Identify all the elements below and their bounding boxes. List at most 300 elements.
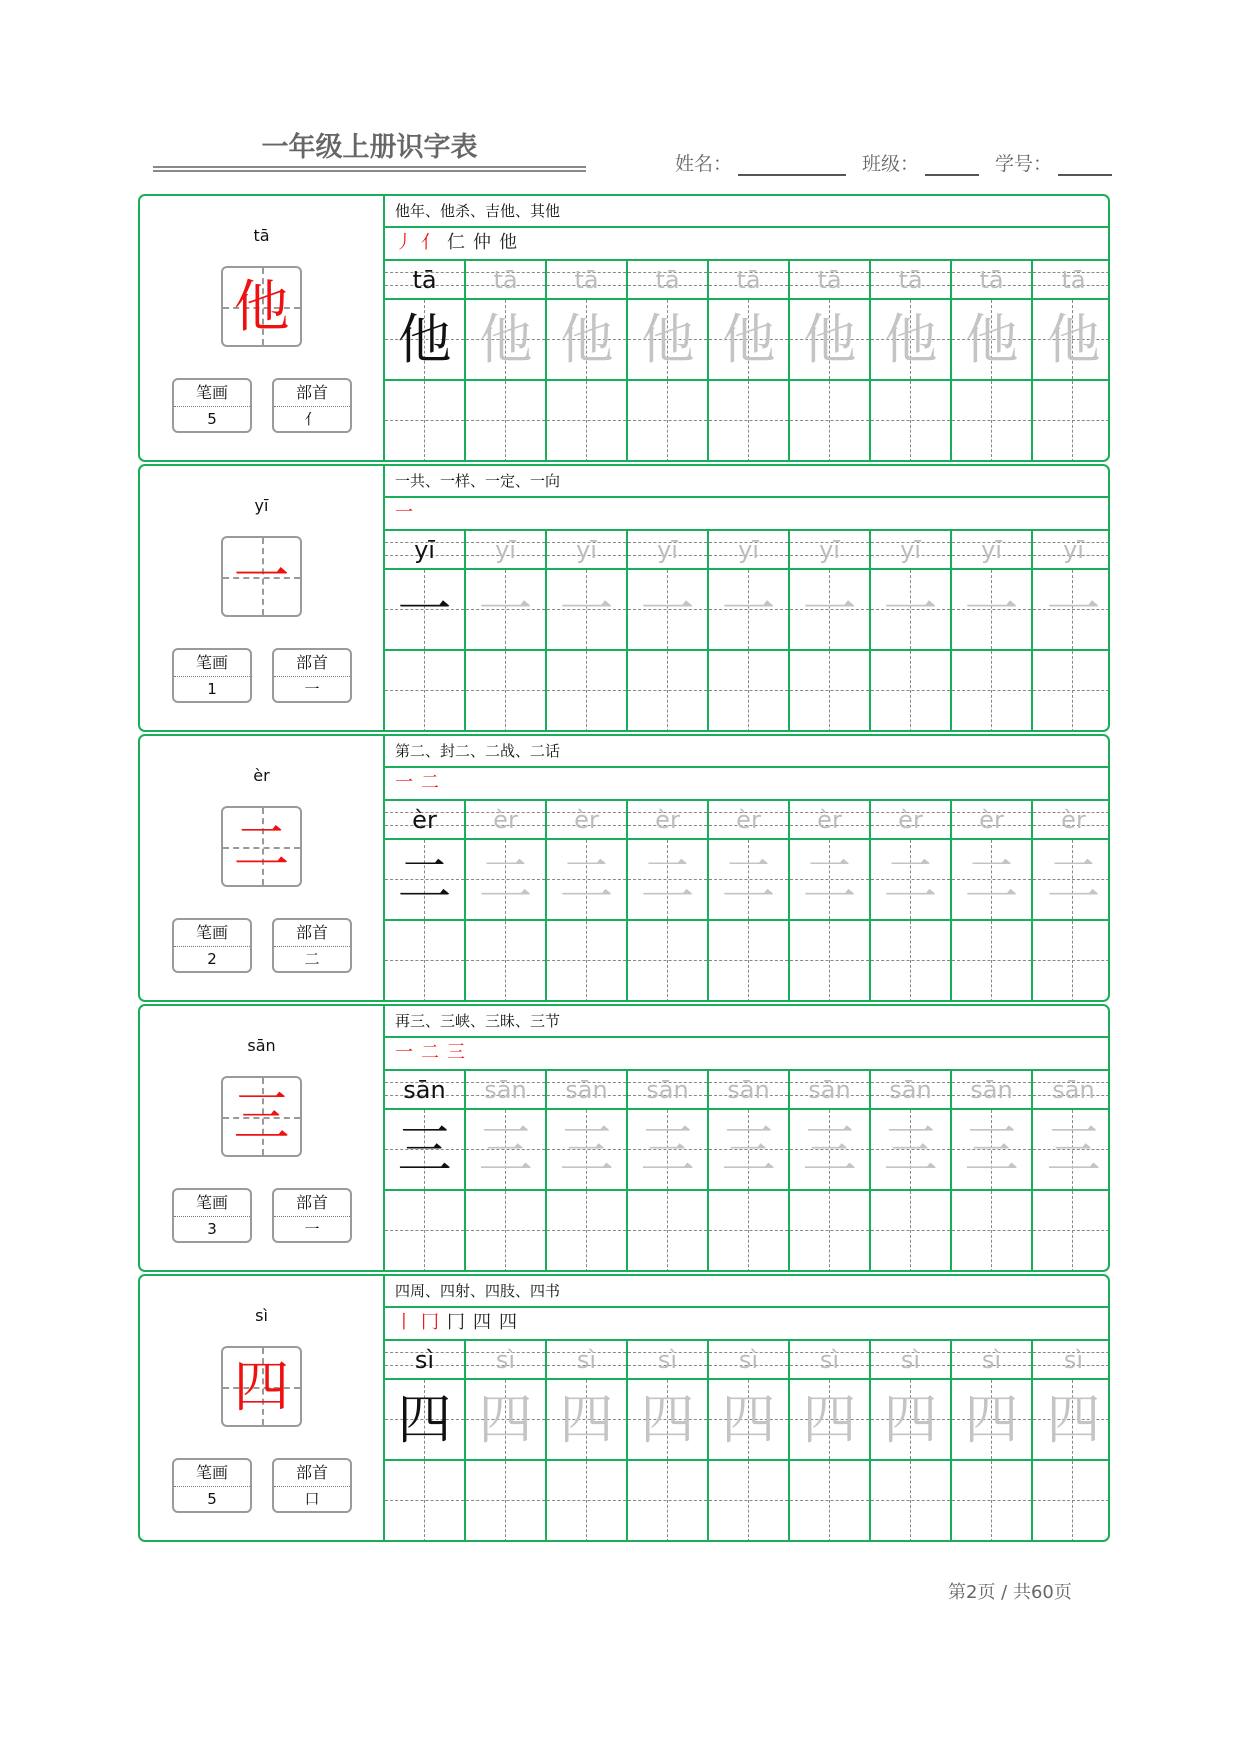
radical-label: 部首 bbox=[274, 1190, 350, 1217]
student-id-label: 学号： bbox=[995, 153, 1053, 175]
practice-column bbox=[709, 531, 790, 732]
pinyin-cell[interactable] bbox=[952, 801, 1031, 840]
char-trace: 四 bbox=[559, 1388, 614, 1451]
pinyin-trace: sì bbox=[657, 1346, 678, 1374]
char-cell[interactable] bbox=[871, 1110, 950, 1191]
char-cell[interactable] bbox=[871, 840, 950, 921]
student-id-blank[interactable] bbox=[1058, 152, 1112, 176]
stroke-order-row bbox=[385, 228, 1110, 261]
char-trace: 二 bbox=[802, 848, 857, 911]
char-model: 他 bbox=[397, 308, 452, 371]
practice-column bbox=[385, 1341, 466, 1542]
stroke-step: 四 bbox=[473, 1312, 495, 1333]
pinyin-cell[interactable] bbox=[1033, 1341, 1110, 1380]
char-cell[interactable] bbox=[952, 300, 1031, 381]
stroke-order-row bbox=[385, 498, 1110, 531]
stroke-step: 三 bbox=[447, 1042, 469, 1063]
practice-panel bbox=[383, 1276, 1110, 1540]
practice-column bbox=[871, 261, 952, 462]
radical-box bbox=[272, 1458, 352, 1513]
blank-char-cell[interactable] bbox=[790, 381, 869, 462]
pinyin-cell[interactable] bbox=[952, 261, 1031, 300]
char-cell[interactable] bbox=[1033, 570, 1110, 651]
char-trace: 一 bbox=[478, 578, 533, 641]
character-card bbox=[138, 1004, 1110, 1272]
pinyin-cell[interactable] bbox=[790, 261, 869, 300]
pinyin-trace: èr bbox=[574, 806, 599, 834]
blank-char-cell[interactable] bbox=[385, 1461, 464, 1542]
practice-column bbox=[385, 1071, 466, 1272]
blank-char-cell[interactable] bbox=[466, 651, 545, 732]
stroke-step: 一 bbox=[395, 1042, 417, 1063]
char-cell[interactable] bbox=[1033, 1110, 1110, 1191]
char-trace: 二 bbox=[559, 848, 614, 911]
practice-column bbox=[709, 1071, 790, 1272]
pinyin-cell[interactable] bbox=[790, 531, 869, 570]
char-cell[interactable] bbox=[466, 1110, 545, 1191]
char-model: 一 bbox=[397, 578, 452, 641]
practice-column bbox=[1033, 1071, 1110, 1272]
practice-panel bbox=[383, 466, 1110, 730]
character-glyph: 一 bbox=[233, 545, 290, 610]
class-field[interactable] bbox=[862, 149, 979, 176]
practice-column bbox=[790, 261, 871, 462]
char-cell[interactable] bbox=[709, 570, 788, 651]
blank-char-cell[interactable] bbox=[790, 1461, 869, 1542]
char-trace: 他 bbox=[964, 308, 1019, 371]
character-info-panel bbox=[140, 196, 383, 460]
pinyin-trace: sì bbox=[900, 1346, 921, 1374]
blank-char-cell[interactable] bbox=[871, 651, 950, 732]
pinyin-cell[interactable] bbox=[466, 1071, 545, 1110]
pinyin-cell[interactable] bbox=[952, 1341, 1031, 1380]
char-trace: 二 bbox=[640, 848, 695, 911]
stroke-count-value: 2 bbox=[207, 950, 217, 968]
char-cell[interactable] bbox=[628, 1110, 707, 1191]
name-label: 姓名： bbox=[675, 153, 733, 175]
stroke-order-row bbox=[385, 768, 1110, 801]
blank-char-cell[interactable] bbox=[547, 921, 626, 1002]
char-trace: 一 bbox=[802, 578, 857, 641]
example-words: 再三、三峡、三昧、三节 bbox=[385, 1006, 1110, 1038]
pinyin-trace: èr bbox=[898, 806, 923, 834]
pinyin-model: sān bbox=[403, 1076, 446, 1104]
blank-char-cell[interactable] bbox=[1033, 651, 1110, 732]
char-cell[interactable] bbox=[547, 1110, 626, 1191]
practice-column bbox=[1033, 801, 1110, 1002]
char-cell[interactable] bbox=[790, 300, 869, 381]
character-card bbox=[138, 194, 1110, 462]
char-cell[interactable] bbox=[628, 300, 707, 381]
blank-char-cell[interactable] bbox=[628, 651, 707, 732]
character-glyph: 三 bbox=[233, 1085, 290, 1150]
char-trace: 二 bbox=[1046, 848, 1101, 911]
char-cell[interactable] bbox=[385, 300, 464, 381]
stroke-step: 二 bbox=[421, 1042, 443, 1063]
blank-char-cell[interactable] bbox=[1033, 1461, 1110, 1542]
practice-column bbox=[952, 531, 1033, 732]
blank-char-cell[interactable] bbox=[952, 1191, 1031, 1272]
class-label: 班级： bbox=[862, 153, 920, 175]
character-display-box bbox=[221, 536, 302, 617]
char-cell[interactable] bbox=[547, 1380, 626, 1461]
pinyin-cell[interactable] bbox=[547, 801, 626, 840]
practice-column bbox=[628, 1071, 709, 1272]
pinyin-cell[interactable] bbox=[952, 1071, 1031, 1110]
char-trace: 一 bbox=[559, 578, 614, 641]
pinyin-cell[interactable] bbox=[466, 801, 545, 840]
character-glyph: 四 bbox=[233, 1355, 290, 1420]
char-cell[interactable] bbox=[709, 840, 788, 921]
char-trace: 三 bbox=[802, 1118, 857, 1181]
pinyin-cell[interactable] bbox=[628, 261, 707, 300]
radical-value: 亻 bbox=[304, 410, 320, 428]
char-cell[interactable] bbox=[952, 570, 1031, 651]
pinyin-trace: sān bbox=[808, 1076, 851, 1104]
practice-column bbox=[709, 1341, 790, 1542]
char-cell[interactable] bbox=[952, 1110, 1031, 1191]
pinyin-cell[interactable] bbox=[790, 801, 869, 840]
practice-column bbox=[1033, 1341, 1110, 1542]
blank-char-cell[interactable] bbox=[709, 1461, 788, 1542]
practice-grid bbox=[385, 531, 1110, 732]
char-cell[interactable] bbox=[871, 300, 950, 381]
blank-char-cell[interactable] bbox=[466, 1191, 545, 1272]
pinyin-cell[interactable] bbox=[385, 261, 464, 300]
pinyin-cell[interactable] bbox=[871, 531, 950, 570]
char-cell[interactable] bbox=[790, 570, 869, 651]
pinyin-trace: yī bbox=[1063, 536, 1084, 564]
practice-column bbox=[709, 261, 790, 462]
pinyin-cell[interactable] bbox=[466, 1341, 545, 1380]
pinyin-cell[interactable] bbox=[952, 531, 1031, 570]
pinyin-cell[interactable] bbox=[547, 1071, 626, 1110]
char-cell[interactable] bbox=[628, 1380, 707, 1461]
radical-value: 口 bbox=[304, 1490, 320, 1508]
stroke-step: 冂 bbox=[421, 1312, 443, 1333]
pinyin-cell[interactable] bbox=[466, 531, 545, 570]
pinyin-cell[interactable] bbox=[385, 531, 464, 570]
char-trace: 他 bbox=[1046, 308, 1101, 371]
practice-panel bbox=[383, 1006, 1110, 1270]
stroke-step: 他 bbox=[499, 232, 521, 253]
pinyin-cell[interactable] bbox=[871, 1341, 950, 1380]
pinyin-cell[interactable] bbox=[547, 1341, 626, 1380]
pinyin-trace: èr bbox=[655, 806, 680, 834]
pinyin-model: sì bbox=[414, 1346, 435, 1374]
practice-column bbox=[871, 531, 952, 732]
char-cell[interactable] bbox=[790, 1380, 869, 1461]
character-display-box bbox=[221, 806, 302, 887]
pinyin-trace: sān bbox=[484, 1076, 527, 1104]
pinyin-trace: tā bbox=[655, 266, 680, 294]
blank-char-cell[interactable] bbox=[466, 921, 545, 1002]
blank-char-cell[interactable] bbox=[790, 651, 869, 732]
practice-column bbox=[871, 801, 952, 1002]
character-info-panel bbox=[140, 1006, 383, 1270]
char-cell[interactable] bbox=[1033, 300, 1110, 381]
char-trace: 一 bbox=[883, 578, 938, 641]
char-cell[interactable] bbox=[385, 840, 464, 921]
pinyin-trace: èr bbox=[817, 806, 842, 834]
char-trace: 三 bbox=[1046, 1118, 1101, 1181]
practice-column bbox=[547, 1341, 628, 1542]
pinyin-trace: sān bbox=[889, 1076, 932, 1104]
pinyin-cell[interactable] bbox=[628, 801, 707, 840]
char-cell[interactable] bbox=[385, 1380, 464, 1461]
pinyin-cell[interactable] bbox=[871, 261, 950, 300]
pinyin-trace: sān bbox=[565, 1076, 608, 1104]
char-model: 三 bbox=[397, 1118, 452, 1181]
character-glyph: 二 bbox=[233, 815, 290, 880]
name-blank[interactable] bbox=[738, 152, 846, 176]
practice-column bbox=[547, 531, 628, 732]
char-cell[interactable] bbox=[952, 1380, 1031, 1461]
practice-column bbox=[547, 1071, 628, 1272]
pinyin-trace: èr bbox=[1061, 806, 1086, 834]
pinyin-cell[interactable] bbox=[709, 1341, 788, 1380]
stroke-step: 一 bbox=[395, 772, 417, 793]
student-id-field[interactable] bbox=[995, 149, 1112, 176]
char-cell[interactable] bbox=[466, 840, 545, 921]
blank-char-cell[interactable] bbox=[628, 921, 707, 1002]
pinyin-cell[interactable] bbox=[709, 261, 788, 300]
blank-char-cell[interactable] bbox=[628, 1461, 707, 1542]
pinyin-cell[interactable] bbox=[547, 531, 626, 570]
pinyin-trace: èr bbox=[493, 806, 518, 834]
example-words: 一共、一样、一定、一向 bbox=[385, 466, 1110, 498]
stroke-order-row bbox=[385, 1308, 1110, 1341]
practice-panel bbox=[383, 736, 1110, 1000]
char-trace: 他 bbox=[478, 308, 533, 371]
student-info-fields bbox=[675, 146, 1128, 176]
pinyin-cell[interactable] bbox=[709, 1071, 788, 1110]
char-cell[interactable] bbox=[628, 570, 707, 651]
pinyin-model: tā bbox=[412, 266, 437, 294]
pinyin-cell[interactable] bbox=[547, 261, 626, 300]
character-info-panel bbox=[140, 1276, 383, 1540]
blank-char-cell[interactable] bbox=[952, 1461, 1031, 1542]
char-cell[interactable] bbox=[547, 840, 626, 921]
pinyin-trace: sān bbox=[646, 1076, 689, 1104]
blank-char-cell[interactable] bbox=[709, 381, 788, 462]
character-card bbox=[138, 734, 1110, 1002]
char-trace: 四 bbox=[721, 1388, 776, 1451]
radical-box bbox=[272, 918, 352, 973]
pinyin-cell[interactable] bbox=[871, 1071, 950, 1110]
stroke-count-value: 1 bbox=[207, 680, 217, 698]
practice-column bbox=[790, 801, 871, 1002]
char-model: 四 bbox=[397, 1388, 452, 1451]
char-trace: 一 bbox=[1046, 578, 1101, 641]
blank-char-cell[interactable] bbox=[1033, 921, 1110, 1002]
stroke-step: 亻 bbox=[421, 232, 443, 253]
blank-char-cell[interactable] bbox=[385, 921, 464, 1002]
practice-column bbox=[952, 261, 1033, 462]
practice-column bbox=[547, 261, 628, 462]
blank-char-cell[interactable] bbox=[709, 921, 788, 1002]
char-trace: 他 bbox=[883, 308, 938, 371]
pinyin-model: yī bbox=[414, 536, 435, 564]
blank-char-cell[interactable] bbox=[952, 381, 1031, 462]
practice-column bbox=[628, 531, 709, 732]
char-cell[interactable] bbox=[1033, 1380, 1110, 1461]
blank-char-cell[interactable] bbox=[1033, 381, 1110, 462]
pinyin-cell[interactable] bbox=[709, 531, 788, 570]
char-cell[interactable] bbox=[547, 570, 626, 651]
blank-char-cell[interactable] bbox=[547, 381, 626, 462]
example-words: 第二、封二、二战、二话 bbox=[385, 736, 1110, 768]
char-trace: 四 bbox=[883, 1388, 938, 1451]
char-trace: 四 bbox=[640, 1388, 695, 1451]
blank-char-cell[interactable] bbox=[547, 651, 626, 732]
stroke-count-label: 笔画 bbox=[174, 920, 250, 947]
blank-char-cell[interactable] bbox=[385, 1191, 464, 1272]
page-indicator: 第2页 / 共60页 bbox=[948, 1582, 1072, 1603]
char-trace: 一 bbox=[721, 578, 776, 641]
blank-char-cell[interactable] bbox=[466, 1461, 545, 1542]
blank-char-cell[interactable] bbox=[871, 1461, 950, 1542]
pinyin-trace: tā bbox=[1061, 266, 1086, 294]
char-trace: 三 bbox=[964, 1118, 1019, 1181]
character-display-box bbox=[221, 266, 302, 347]
pinyin-cell[interactable] bbox=[628, 1071, 707, 1110]
blank-char-cell[interactable] bbox=[1033, 1191, 1110, 1272]
stroke-count-label: 笔画 bbox=[174, 1460, 250, 1487]
char-trace: 二 bbox=[883, 848, 938, 911]
pinyin-cell[interactable] bbox=[628, 1341, 707, 1380]
char-cell[interactable] bbox=[790, 1110, 869, 1191]
practice-column bbox=[466, 531, 547, 732]
pinyin-cell[interactable] bbox=[1033, 1071, 1110, 1110]
character-glyph: 他 bbox=[233, 275, 290, 340]
char-cell[interactable] bbox=[466, 570, 545, 651]
char-cell[interactable] bbox=[871, 570, 950, 651]
pinyin-cell[interactable] bbox=[1033, 261, 1110, 300]
pinyin-trace: sān bbox=[727, 1076, 770, 1104]
character-display-box bbox=[221, 1076, 302, 1157]
character-pinyin: tā bbox=[253, 226, 270, 245]
blank-char-cell[interactable] bbox=[385, 381, 464, 462]
char-trace: 二 bbox=[964, 848, 1019, 911]
pinyin-cell[interactable] bbox=[790, 1341, 869, 1380]
page-title: 一年级上册识字表 bbox=[261, 132, 478, 163]
pinyin-cell[interactable] bbox=[466, 261, 545, 300]
radical-box bbox=[272, 1188, 352, 1243]
char-cell[interactable] bbox=[871, 1380, 950, 1461]
pinyin-cell[interactable] bbox=[1033, 531, 1110, 570]
char-trace: 一 bbox=[640, 578, 695, 641]
pinyin-trace: yī bbox=[819, 536, 840, 564]
pinyin-cell[interactable] bbox=[385, 801, 464, 840]
char-trace: 二 bbox=[721, 848, 776, 911]
radical-label: 部首 bbox=[274, 1460, 350, 1487]
pinyin-cell[interactable] bbox=[709, 801, 788, 840]
blank-char-cell[interactable] bbox=[547, 1461, 626, 1542]
char-cell[interactable] bbox=[547, 300, 626, 381]
char-cell[interactable] bbox=[952, 840, 1031, 921]
stroke-step: 仲 bbox=[473, 232, 495, 253]
char-cell[interactable] bbox=[385, 570, 464, 651]
blank-char-cell[interactable] bbox=[709, 651, 788, 732]
char-trace: 四 bbox=[1046, 1388, 1101, 1451]
pinyin-trace: yī bbox=[981, 536, 1002, 564]
practice-column bbox=[952, 1071, 1033, 1272]
stroke-step: 冂 bbox=[447, 1312, 469, 1333]
char-cell[interactable] bbox=[628, 840, 707, 921]
blank-char-cell[interactable] bbox=[952, 921, 1031, 1002]
character-pinyin: sān bbox=[247, 1036, 276, 1055]
practice-grid bbox=[385, 801, 1110, 1002]
blank-char-cell[interactable] bbox=[628, 1191, 707, 1272]
pinyin-trace: tā bbox=[898, 266, 923, 294]
char-trace: 三 bbox=[721, 1118, 776, 1181]
stroke-count-label: 笔画 bbox=[174, 650, 250, 677]
blank-char-cell[interactable] bbox=[871, 921, 950, 1002]
blank-char-cell[interactable] bbox=[547, 1191, 626, 1272]
blank-char-cell[interactable] bbox=[790, 921, 869, 1002]
blank-char-cell[interactable] bbox=[466, 381, 545, 462]
name-field[interactable] bbox=[675, 149, 846, 176]
char-cell[interactable] bbox=[709, 1110, 788, 1191]
practice-column bbox=[385, 261, 466, 462]
pinyin-cell[interactable] bbox=[1033, 801, 1110, 840]
blank-char-cell[interactable] bbox=[871, 381, 950, 462]
character-pinyin: èr bbox=[253, 766, 270, 785]
char-cell[interactable] bbox=[709, 1380, 788, 1461]
blank-char-cell[interactable] bbox=[952, 651, 1031, 732]
pinyin-trace: sān bbox=[1052, 1076, 1095, 1104]
practice-column bbox=[466, 261, 547, 462]
pinyin-cell[interactable] bbox=[385, 1341, 464, 1380]
char-cell[interactable] bbox=[466, 300, 545, 381]
pinyin-cell[interactable] bbox=[628, 531, 707, 570]
stroke-count-box bbox=[172, 1458, 252, 1513]
character-info-panel bbox=[140, 466, 383, 730]
practice-column bbox=[871, 1341, 952, 1542]
char-cell[interactable] bbox=[385, 1110, 464, 1191]
practice-grid bbox=[385, 1341, 1110, 1542]
pinyin-cell[interactable] bbox=[790, 1071, 869, 1110]
blank-char-cell[interactable] bbox=[628, 381, 707, 462]
pinyin-trace: èr bbox=[736, 806, 761, 834]
practice-column bbox=[790, 1071, 871, 1272]
blank-char-cell[interactable] bbox=[709, 1191, 788, 1272]
pinyin-trace: yī bbox=[900, 536, 921, 564]
char-trace: 他 bbox=[640, 308, 695, 371]
blank-char-cell[interactable] bbox=[790, 1191, 869, 1272]
class-blank[interactable] bbox=[925, 152, 979, 176]
char-cell[interactable] bbox=[709, 300, 788, 381]
example-words: 四周、四射、四肢、四书 bbox=[385, 1276, 1110, 1308]
pinyin-cell[interactable] bbox=[385, 1071, 464, 1110]
blank-char-cell[interactable] bbox=[871, 1191, 950, 1272]
stroke-count-box bbox=[172, 1188, 252, 1243]
pinyin-cell[interactable] bbox=[871, 801, 950, 840]
blank-char-cell[interactable] bbox=[385, 651, 464, 732]
char-cell[interactable] bbox=[790, 840, 869, 921]
stroke-step: 丨 bbox=[395, 1312, 417, 1333]
practice-column bbox=[790, 1341, 871, 1542]
character-card bbox=[138, 1274, 1110, 1542]
char-trace: 三 bbox=[478, 1118, 533, 1181]
pinyin-trace: yī bbox=[657, 536, 678, 564]
practice-grid bbox=[385, 261, 1110, 462]
char-cell[interactable] bbox=[466, 1380, 545, 1461]
practice-column bbox=[1033, 261, 1110, 462]
char-cell[interactable] bbox=[1033, 840, 1110, 921]
stroke-step: 丿 bbox=[395, 232, 417, 253]
